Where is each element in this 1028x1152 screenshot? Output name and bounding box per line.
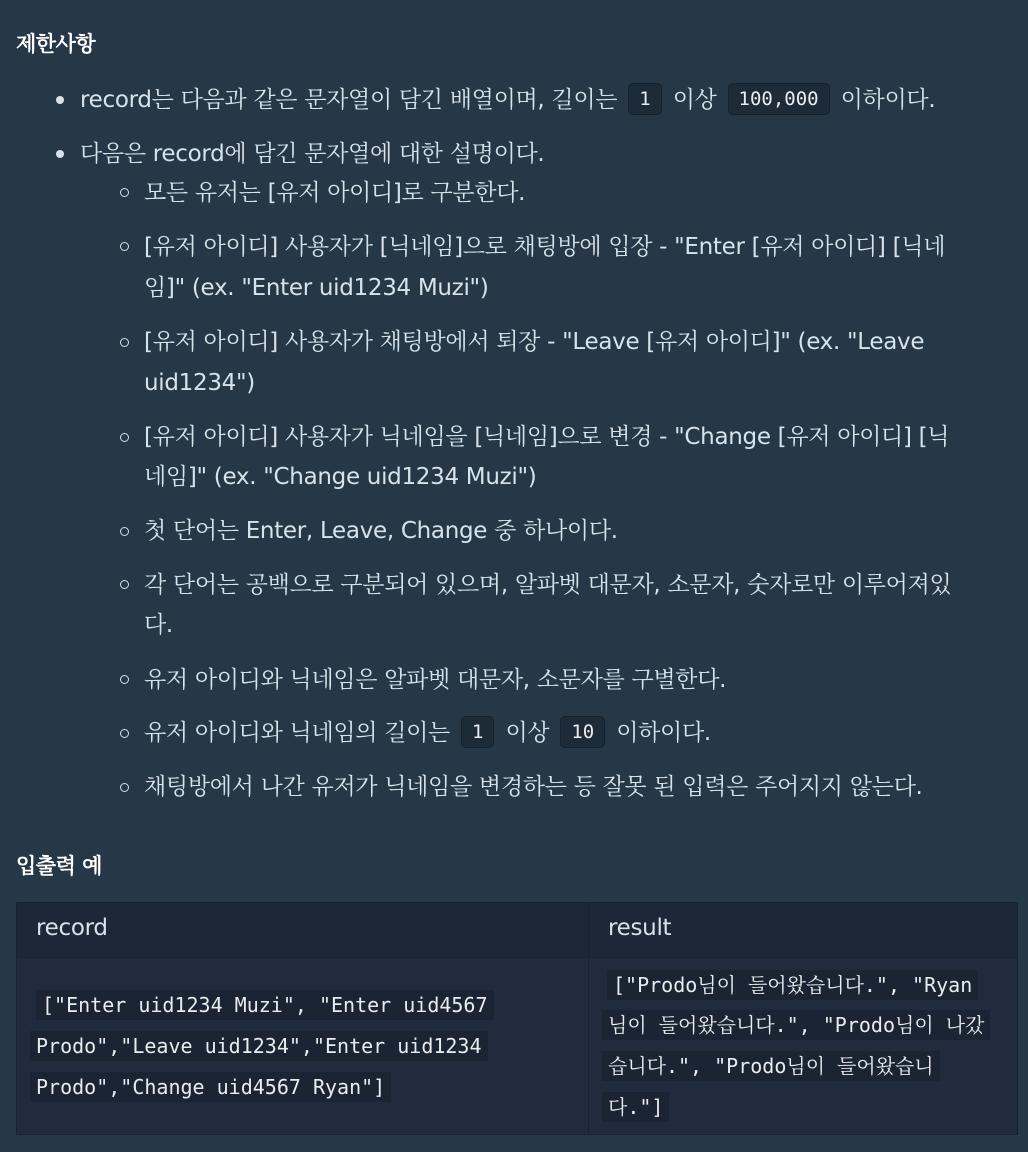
- column-header-record: record: [36, 915, 108, 941]
- result-line: 습니다.", "Prodo님이 들어왔습니: [602, 1051, 940, 1081]
- text: 이하이다.: [616, 720, 711, 746]
- result-line: 다."]: [602, 1092, 669, 1122]
- text: 이하이다.: [840, 87, 936, 113]
- bullet-circle: [120, 242, 129, 251]
- constraint-record-description: 다음은 record에 담긴 문자열에 대한 설명이다.: [80, 141, 545, 167]
- constraint-record-length: [80, 80, 935, 120]
- record-line: ["Enter uid1234 Muzi", "Enter uid4567: [36, 990, 494, 1020]
- record-line: Prodo","Change uid4567 Ryan"]: [30, 1072, 391, 1102]
- column-header-result: result: [608, 915, 672, 941]
- sub-constraint-enter: [유저 아이디] 사용자가 [닉네임]으로 채팅방에 입장 - "Enter [유저 아이디] [닉네: [144, 234, 946, 260]
- text: record는 다음과 같은 문자열이 담긴 배열이며, 길이는: [80, 87, 618, 113]
- inline-code-max: 100,000: [728, 83, 830, 115]
- record-line: Prodo","Leave uid1234","Enter uid1234: [30, 1031, 488, 1061]
- bullet-circle: [120, 580, 129, 589]
- sub-constraint-change-cont: 네임]" (ex. "Change uid1234 Muzi"): [144, 464, 537, 490]
- result-line: ["Prodo님이 들어왔습니다.", "Ryan: [607, 970, 978, 1000]
- bullet-disc: [56, 96, 64, 104]
- io-example-heading: 입출력 예: [16, 854, 102, 878]
- bullet-circle: [120, 783, 129, 792]
- bullet-circle: [120, 433, 129, 442]
- sub-constraint-enter-cont: 임]" (ex. "Enter uid1234 Muzi"): [144, 275, 489, 301]
- result-line: 님이 들어왔습니다.", "Prodo님이 나갔: [602, 1010, 990, 1040]
- bullet-circle: [120, 527, 129, 536]
- io-example-table: [16, 902, 1018, 1135]
- sub-constraint-word-format-cont: 다.: [144, 612, 173, 638]
- bullet-circle: [120, 338, 129, 347]
- sub-constraint-change: [유저 아이디] 사용자가 닉네임을 [닉네임]으로 변경 - "Change [유저 아이디] [닉: [144, 424, 950, 450]
- sub-constraint-user-id: 모든 유저는 [유저 아이디]로 구분한다.: [144, 180, 526, 206]
- inline-code-min: 1: [628, 83, 661, 115]
- text: 이상: [505, 720, 550, 746]
- bullet-disc: [56, 150, 64, 158]
- text: 유저 아이디와 닉네임의 길이는: [144, 720, 450, 746]
- inline-code-min: 1: [461, 716, 494, 748]
- sub-constraint-first-word: 첫 단어는 Enter, Leave, Change 중 하나이다.: [144, 518, 618, 544]
- bullet-circle: [120, 188, 129, 197]
- bullet-circle: [120, 729, 129, 738]
- sub-constraint-leave-cont: uid1234"): [144, 370, 255, 396]
- inline-code-max: 10: [560, 716, 605, 748]
- sub-constraint-case-sensitive: 유저 아이디와 닉네임은 알파벳 대문자, 소문자를 구별한다.: [144, 667, 727, 693]
- sub-constraint-leave: [유저 아이디] 사용자가 채팅방에서 퇴장 - "Leave [유저 아이디]" (ex. "Leave: [144, 329, 925, 355]
- sub-constraint-no-invalid-input: 채팅방에서 나간 유저가 닉네임을 변경하는 등 잘못 된 입력은 주어지지 않는다.: [144, 774, 923, 800]
- text: 이상: [672, 87, 717, 113]
- constraints-heading: 제한사항: [16, 32, 96, 56]
- table-header: [17, 903, 1017, 958]
- bullet-circle: [120, 675, 129, 684]
- sub-constraint-word-format: 각 단어는 공백으로 구분되어 있으며, 알파벳 대문자, 소문자, 숫자로만 이루어져있: [144, 572, 952, 598]
- sub-constraint-length: [144, 713, 711, 753]
- column-divider: [588, 903, 589, 1134]
